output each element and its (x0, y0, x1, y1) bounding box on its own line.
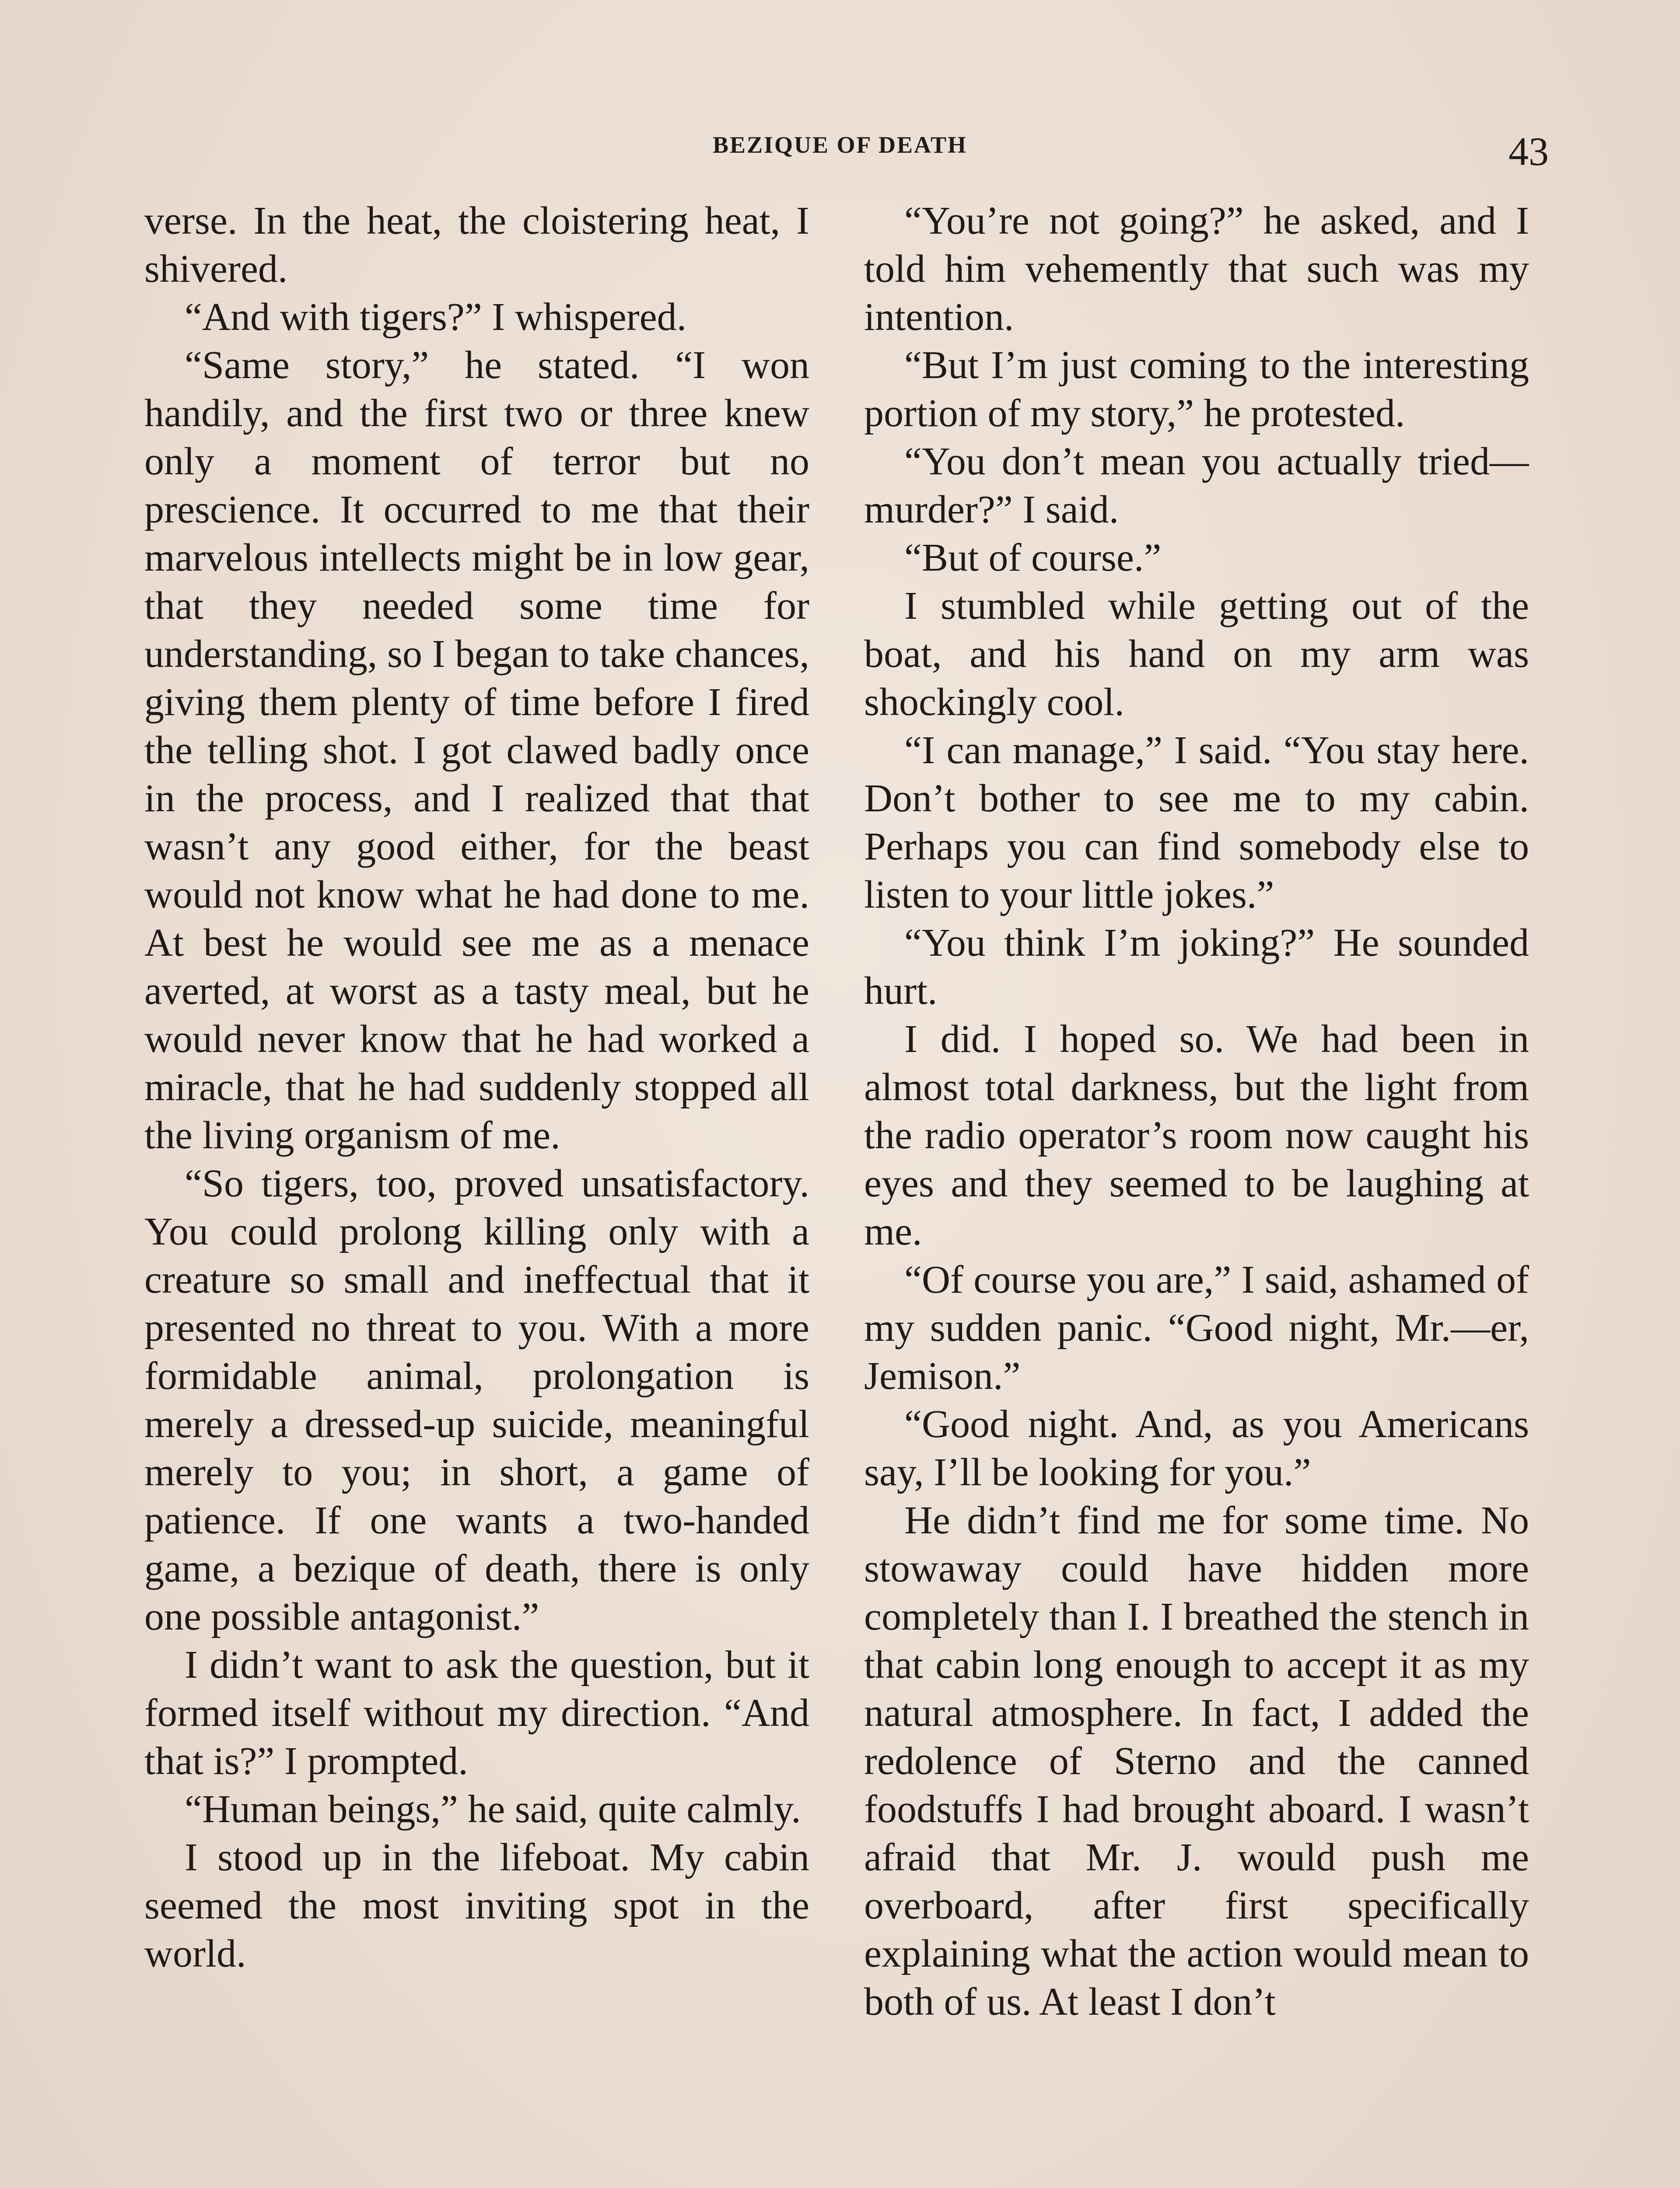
paragraph: “You think I’m joking?” He sounded hurt. (864, 921, 1529, 1013)
paragraph: I didn’t want to ask the question, but it formed itself without my direction. “And that is?” I prompted. (144, 1643, 809, 1783)
paragraph: He didn’t find me for some time. No stowaway could have hidden more completely than I. I breathed the stench in that cabin long enough to accept it as my natural atmosphere. In fact, I added the redolence of Sterno and the canned foodstuffs I had brought aboard. I wasn’t afraid that Mr. J. would push me overboard, after first specifically explaining what the action would mean to both of us. At least I don’t (864, 1499, 1529, 2023)
paragraph: “But I’m just coming to the interesting portion of my story,” he protested. (864, 344, 1529, 435)
paragraph: “Good night. And, as you Americans say, I’ll be looking for you.” (864, 1403, 1529, 1494)
page-number: 43 (1508, 129, 1549, 174)
paragraph: I stumbled while getting out of the boat, and his hand on my arm was shockingly cool. (864, 584, 1529, 724)
paragraph: “So tigers, too, proved unsatisfactory. You could prolong killing only with a creature so small and ineffectual that it presented no threat to you. With a more formidable animal, prolongation is merely a dressed-up suicide, meaningful merely to you; in short, a game of patience. If one wants a two-handed game, a bezique of death, there is only one possible antagonist.” (144, 1162, 809, 1638)
paragraph: “Of course you are,” I said, ashamed of my sudden panic. “Good night, Mr.—er, Jemison.” (864, 1258, 1529, 1398)
paragraph: “And with tigers?” I whispered. (185, 295, 687, 339)
paragraph: “But of course.” (904, 536, 1162, 579)
left-column (144, 197, 809, 2188)
right-column (864, 197, 1529, 2188)
paragraph: I did. I hoped so. We had been in almost total darkness, but the light from the radio operator’s room now caught his eyes and they seemed to be laughing at me. (864, 1017, 1529, 1253)
paragraph: “You’re not going?” he asked, and I told him vehemently that such was my intention. (864, 199, 1529, 339)
running-title: BEZIQUE OF DEATH (712, 132, 968, 158)
paragraph: verse. In the heat, the cloistering heat, I shivered. (144, 199, 809, 291)
paragraph: “Human beings,” he said, quite calmly. (185, 1788, 801, 1831)
paragraph: I stood up in the lifeboat. My cabin seemed the most inviting spot in the world. (144, 1836, 809, 1975)
paragraph: “You don’t mean you actually tried—murder?” I said. (864, 440, 1529, 531)
paragraph: “Same story,” he stated. “I won handily, and the first two or three knew only a moment of terror but no prescience. It occurred to me that their marvelous intellects might be in low gear, that they needed some time for understanding, so I began to take chances, giving them plenty of time before I fired the telling shot. I got clawed badly once in the process, and I realized that that wasn’t any good either, for the beast would not know what he had done to me. At best he would see me as a menace averted, at worst as a tasty meal, but he would never know that he had worked a miracle, that he had suddenly stopped all the living organism of me. (144, 344, 809, 1157)
paragraph: “I can manage,” I said. “You stay here. Don’t bother to see me to my cabin. Perhaps you can find somebody else to listen to your little jokes.” (864, 729, 1529, 916)
